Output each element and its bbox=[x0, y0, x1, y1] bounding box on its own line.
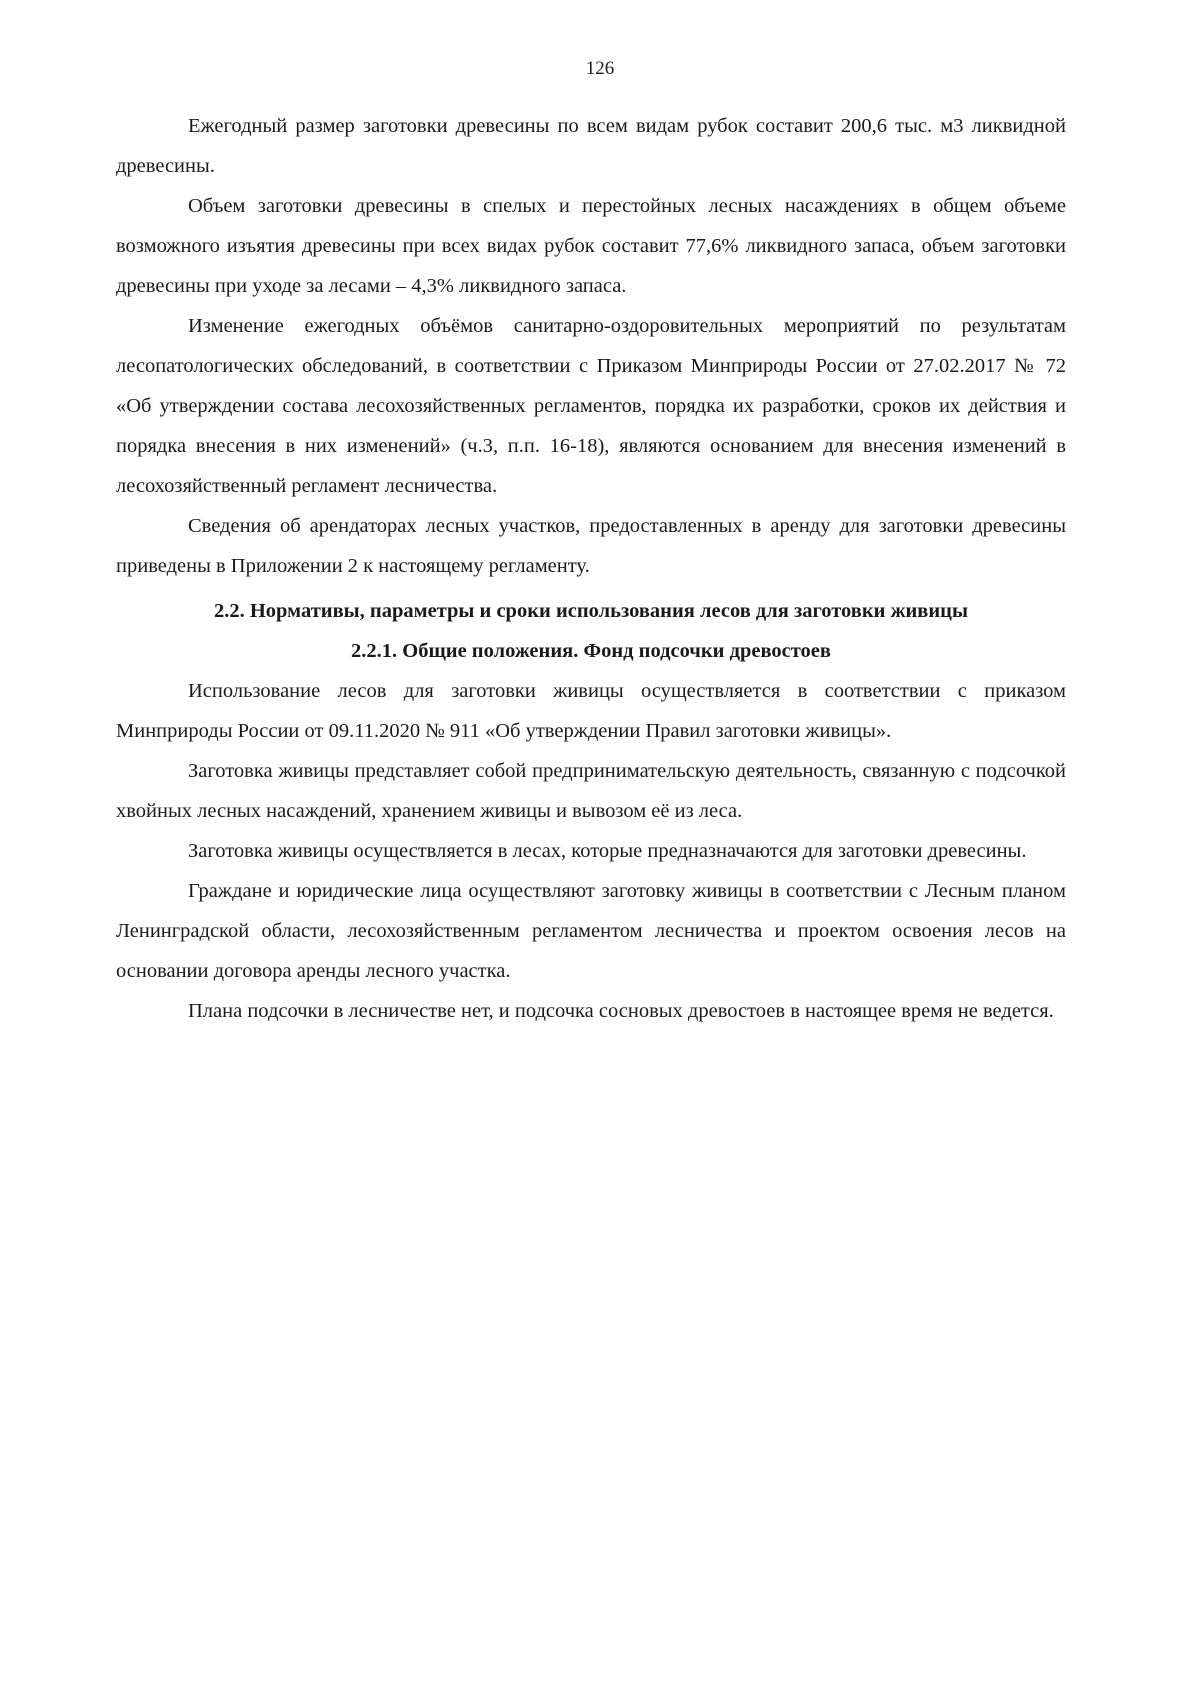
document-body bbox=[116, 106, 1066, 1031]
paragraph-annual-harvest: Ежегодный размер заготовки древесины по всем видам рубок составит 200,6 тыс. м3 ликвидной древесины. bbox=[116, 115, 1066, 177]
subsection-heading: 2.2.1. Общие положения. Фонд подсочки древостоев bbox=[351, 640, 831, 662]
paragraph-tapping-plan: Плана подсочки в лесничестве нет, и подсочка сосновых древостоев в настоящее время не ведется. bbox=[188, 1000, 1054, 1022]
paragraph-tenants: Сведения об арендаторах лесных участков, предоставленных в аренду для заготовки древесины приведены в Приложении 2 к настоящему регламенту. bbox=[116, 515, 1066, 577]
page-number: 126 bbox=[585, 58, 615, 79]
paragraph-resin-forests: Заготовка живицы осуществляется в лесах, которые предназначаются для заготовки древесины. bbox=[188, 840, 1027, 862]
paragraph-citizens-legal-entities: Граждане и юридические лица осуществляют заготовку живицы в соответствии с Лесным планом Ленинградской области, лесохозяйственным регламентом лесничества и проектом освоения лесов на основании договора аренды лесного участка. bbox=[116, 880, 1066, 982]
paragraph-harvest-volume: Объем заготовки древесины в спелых и перестойных лесных насаждениях в общем объеме возможного изъятия древесины при всех видах рубок составит 77,6% ликвидного запаса, объем заготовки древесины при уходе за лесами – 4,3% ликвидного запаса. bbox=[116, 195, 1066, 297]
section-heading: 2.2. Нормативы, параметры и сроки использования лесов для заготовки живицы bbox=[213, 600, 968, 622]
paragraph-resin-activity: Заготовка живицы представляет собой предпринимательскую деятельность, связанную с подсочкой хвойных лесных насаждений, хранением живицы и вывозом её из леса. bbox=[116, 760, 1066, 822]
paragraph-sanitary-measures: Изменение ежегодных объёмов санитарно-оздоровительных мероприятий по результатам лесопатологических обследований, в соответствии с Приказом Минприроды России от 27.02.2017 № 72 «Об утверждении состава лесохозяйственных регламентов, порядка их разработки, сроков их действия и порядка внесения в них изменений» (ч.3, п.п. 16-18), являются основанием для внесения изменений в лесохозяйственный регламент лесничества. bbox=[116, 315, 1066, 497]
paragraph-resin-regulation: Использование лесов для заготовки живицы осуществляется в соответствии с приказом Минприроды России от 09.11.2020 № 911 «Об утверждении Правил заготовки живицы». bbox=[116, 680, 1066, 742]
